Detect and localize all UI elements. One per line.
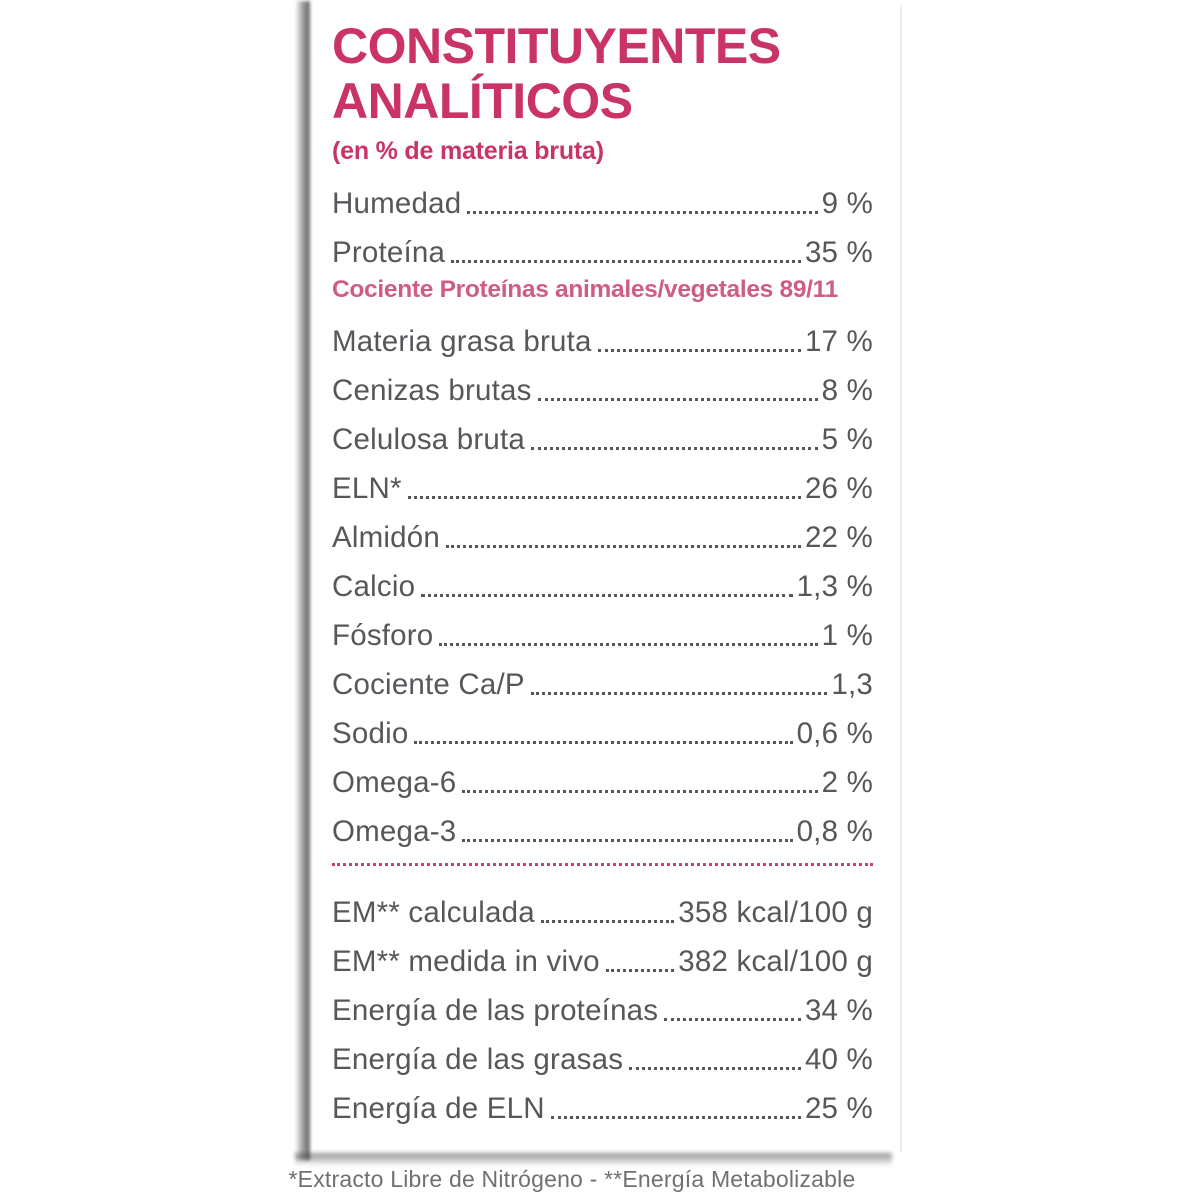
dotted-separator [332,849,873,881]
dot-leader [664,1018,801,1021]
nutrient-value: 0,6 % [796,717,873,750]
nutrient-value: 358 kcal/100 g [678,896,873,929]
nutrient-value: 25 % [804,1092,873,1125]
nutrient-value: 382 kcal/100 g [678,945,873,978]
protein-ratio-highlight: Cociente Proteínas animales/vegetales 89/11 [332,276,838,303]
nutrient-row [332,1077,873,1126]
nutrient-label: EM** calculada [332,896,535,929]
panel-title-line1: CONSTITUYENTES [332,18,781,74]
nutrient-label: Energía de las grasas [332,1043,624,1076]
nutrient-row [332,506,873,555]
nutrient-row [332,457,873,506]
nutrient-row [332,979,873,1028]
nutrient-value: 1,3 [831,668,873,701]
dot-leader [531,692,828,695]
dot-leader [538,398,818,401]
nutrient-label: Cenizas brutas [332,374,532,407]
nutrient-value: 8 % [821,374,873,407]
nutrient-value: 22 % [804,521,873,554]
nutrient-value: 0,8 % [796,815,873,848]
nutrient-label: Sodio [332,717,409,750]
nutrient-row [332,800,873,849]
nutrient-label: Humedad [332,187,462,220]
dot-leader [462,839,792,842]
nutrient-label: Calcio [332,570,416,603]
nutrient-row [332,930,873,979]
nutrient-label: Energía de las proteínas [332,994,659,1027]
analytical-constituents-card [310,5,902,1152]
nutrient-label: ELN* [332,472,402,505]
nutrient-value: 1,3 % [796,570,873,603]
dot-leader [541,920,674,923]
nutrient-label: Omega-6 [332,766,457,799]
dot-leader [408,496,801,499]
nutrient-value: 9 % [821,187,873,220]
nutrient-row [332,172,873,221]
nutrient-label: Materia grasa bruta [332,325,592,358]
panel-title [332,19,873,129]
nutrient-value: 2 % [821,766,873,799]
dot-leader [446,545,801,548]
dot-leader [462,790,817,793]
dot-leader [598,349,801,352]
nutrient-row [332,555,873,604]
nutrient-value: 34 % [804,994,873,1027]
nutrient-label: Omega-3 [332,815,457,848]
nutrient-list [332,172,873,1126]
dot-leader [421,594,792,597]
nutrient-value: 1 % [821,619,873,652]
nutrient-value: 40 % [804,1043,873,1076]
nutrient-value: 17 % [804,325,873,358]
panel-subtitle: (en % de materia bruta) [332,137,604,165]
nutrient-value: 5 % [821,423,873,456]
nutrient-row [332,310,873,359]
nutrient-value: 26 % [804,472,873,505]
dot-leader [467,211,817,214]
dot-leader [629,1067,801,1070]
nutrient-row [332,604,873,653]
nutrient-label: Energía de ELN [332,1092,545,1125]
nutrient-row [332,702,873,751]
nutrient-label: Proteína [332,236,446,269]
nutrient-label: Almidón [332,521,440,554]
nutrient-label: EM** medida in vivo [332,945,600,978]
nutrient-value: 35 % [804,236,873,269]
dot-leader [451,260,801,263]
dot-leader [414,741,792,744]
nutrient-label: Celulosa bruta [332,423,526,456]
nutrient-row [332,359,873,408]
dot-leader [551,1116,801,1119]
nutrient-row [332,653,873,702]
dot-leader [439,643,817,646]
nutrient-row [332,881,873,930]
nutrient-row [332,221,873,270]
nutrient-row [332,408,873,457]
dot-leader [606,969,675,972]
dot-leader [531,447,818,450]
nutrient-label: Fósforo [332,619,434,652]
nutrient-row [332,1028,873,1077]
panel-title-line2: ANALÍTICOS [332,73,633,129]
footnote: *Extracto Libre de Nitrógeno - **Energía Metabolizable [288,1166,856,1192]
nutrient-row [332,751,873,800]
nutrient-label: Cociente Ca/P [332,668,525,701]
